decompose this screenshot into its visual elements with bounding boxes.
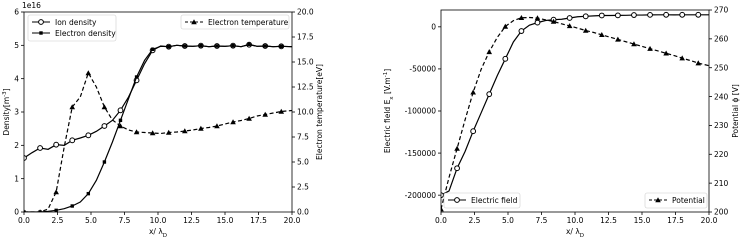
panel0-series-line-1 (24, 44, 292, 212)
panel0-yl-tick-label-1: 1 (14, 174, 19, 184)
panel1-yr-tick-label-3: 230 (714, 121, 729, 131)
panel0-series-2-point-8 (86, 70, 92, 75)
panel1-plot-area (438, 12, 709, 211)
panel1-axes-frame (441, 10, 709, 212)
panel0-x-tick-label-8: 20.0 (283, 216, 301, 225)
panel1-series-1-point-6 (486, 49, 492, 54)
panel1-series-0-point-26 (648, 12, 653, 17)
panel0-yr-tick-label-5: 12.5 (297, 82, 314, 92)
right-panel (383, 6, 740, 239)
panel1-yl-tick-label-2: -100000 (404, 106, 436, 116)
panel1-series-0-point-28 (664, 12, 669, 17)
panel0-series-1-point-14 (135, 75, 138, 78)
panel0-series-1-point-18 (167, 45, 170, 48)
panel0-series-1-point-16 (151, 48, 154, 51)
panel0-x-tick-label-5: 12.5 (183, 216, 200, 225)
panel1-yl-tick-label-4: 0 (431, 22, 436, 32)
panel1-legend-label-r0: Potential (672, 195, 705, 205)
panel0-series-1-point-22 (199, 44, 202, 47)
panel0-series-0-point-4 (54, 142, 59, 147)
panel1-x-axis-label: x/ $\lambda_D$ (565, 227, 585, 239)
panel0-x-tick-label-0: 0.0 (18, 216, 30, 225)
panel0-x-tick-label-1: 2.5 (51, 216, 64, 225)
panel0-yr-tick-label-0: 0.0 (297, 207, 309, 217)
panel0-yr-tick-label-3: 7.5 (297, 132, 309, 142)
panel1-series-line-0 (441, 15, 709, 195)
panel0-x-tick-label-4: 10.0 (149, 216, 167, 225)
panel1-series-0-point-6 (487, 92, 492, 97)
panel0-yl-tick-label-6: 6 (14, 7, 19, 17)
panel0-x-tick-label-3: 7.5 (118, 216, 131, 225)
panel1-yr-tick-label-2: 220 (714, 149, 729, 159)
panel1-yr-tick-label-4: 240 (714, 92, 729, 102)
panel1-x-tick-label-1: 2.5 (468, 216, 481, 225)
panel1-series-0-point-20 (599, 13, 604, 18)
panel1-series-1-point-26 (647, 46, 653, 51)
panel1-series-1-point-2 (454, 146, 460, 151)
panel0-legend-marker-l1 (39, 31, 42, 34)
panel0-yr-tick-label-1: 2.5 (297, 182, 309, 192)
panel0-yl-tick-label-5: 5 (14, 41, 19, 51)
panel1-series-0-point-32 (696, 12, 701, 17)
panel1-x-tick-label-4: 10.0 (566, 216, 584, 225)
panel0-yl-tick-label-3: 3 (14, 107, 19, 117)
panel0-series-0-point-6 (70, 138, 75, 143)
panel0-series-1-point-6 (71, 204, 74, 207)
panel1-series-1-point-18 (583, 28, 589, 33)
panel1-yr-tick-label-6: 260 (714, 34, 729, 44)
panel1-series-1-point-32 (695, 60, 701, 65)
panel0-series-1-point-28 (247, 43, 250, 46)
panel0-series-1-point-20 (183, 44, 186, 47)
panel1-series-0-point-12 (535, 20, 540, 25)
panel1-x-tick-label-0: 0.0 (435, 216, 447, 225)
panel0-plot-area (21, 42, 292, 214)
panel0-y-right-axis-label: Electron temperature[eV] (315, 64, 324, 160)
panel0-legend-marker-l0 (39, 20, 44, 25)
panel1-series-0-point-30 (680, 12, 685, 17)
panel0-legend-label-l1: Electron density (55, 28, 116, 38)
panel0-yr-tick-label-7: 17.5 (297, 32, 314, 42)
panel0-x-tick-label-2: 5.0 (85, 216, 97, 225)
panel0-series-1-point-4 (54, 209, 57, 212)
panel1-series-1-point-12 (535, 15, 541, 20)
panel1-series-0-point-2 (455, 166, 460, 171)
panel0-yr-tick-label-6: 15.0 (297, 57, 314, 67)
panel0-yl-tick-label-0: 0 (14, 207, 19, 217)
panel0-yr-tick-label-8: 20.0 (297, 7, 314, 17)
panel1-yl-tick-label-0: -200000 (404, 190, 436, 200)
panel0-series-1-point-32 (280, 45, 283, 48)
panel0-x-axis-label: x/ $\lambda_D$ (148, 227, 168, 239)
panel0-series-2-point-30 (262, 112, 268, 117)
panel0-x-tick-label-6: 15.0 (216, 216, 234, 225)
panel1-series-0-point-22 (615, 13, 620, 18)
panel0-x-tick-label-7: 17.5 (250, 216, 267, 225)
panel1-y-right-axis-label: Potential ϕ [V] (731, 84, 740, 138)
panel1-legend-marker-l0 (455, 198, 460, 203)
panel1-series-1-point-4 (470, 89, 476, 94)
panel1-x-tick-label-8: 20.0 (700, 216, 718, 225)
panel1-series-1-point-22 (615, 37, 621, 42)
panel1-series-0-point-4 (471, 129, 476, 134)
panel1-series-0-point-24 (632, 13, 637, 18)
panel0-series-1-point-24 (215, 44, 218, 47)
panel0-yl-offset-text: 1e16 (22, 1, 41, 10)
panel0-series-1-point-8 (87, 192, 90, 195)
panel0-series-1-point-26 (231, 44, 234, 47)
panel1-y-left-axis-label: Electric field $E_x$ $[V.m^{-1}]$ (383, 68, 395, 154)
panel0-series-1-point-30 (264, 44, 267, 47)
panel1-x-tick-label-6: 15.0 (633, 216, 651, 225)
panel1-series-0-point-16 (567, 16, 572, 21)
panel0-yr-tick-label-4: 10.0 (297, 107, 314, 117)
panel0-series-2-point-24 (214, 123, 220, 128)
panel0-series-1-point-10 (103, 160, 106, 163)
panel0-axes-frame (24, 12, 292, 212)
panel0-series-0-point-2 (38, 146, 43, 151)
panel0-yl-tick-label-4: 4 (14, 74, 19, 84)
panel0-series-2-point-10 (102, 104, 108, 109)
panel1-yr-tick-label-0: 200 (714, 207, 729, 217)
left-panel (2, 1, 324, 239)
panel0-series-0-point-12 (118, 108, 123, 113)
panel0-yr-tick-label-2: 5.0 (297, 157, 309, 167)
panel0-series-2-point-4 (53, 189, 59, 194)
panel0-series-0-point-8 (86, 133, 91, 138)
panel1-series-0-point-18 (583, 14, 588, 19)
panel1-x-tick-label-5: 12.5 (600, 216, 617, 225)
panel1-yr-tick-label-7: 270 (714, 5, 729, 15)
panel1-x-tick-label-3: 7.5 (535, 216, 548, 225)
panel1-series-0-point-8 (503, 56, 508, 61)
panel1-yl-tick-label-1: -150000 (404, 148, 436, 158)
panel1-yr-tick-label-5: 250 (714, 63, 729, 73)
panel0-y-left-axis-label: $Density[m^{-3}]$ (2, 88, 11, 136)
panel0-legend-label-r0: Electron temperature (208, 17, 289, 27)
panel0-yl-tick-label-2: 2 (14, 141, 19, 151)
panel0-legend-label-l0: Ion density (55, 17, 97, 27)
panel0-series-0-point-10 (102, 124, 107, 129)
panel1-x-tick-label-2: 5.0 (502, 216, 514, 225)
panel0-series-1-point-12 (119, 119, 122, 122)
panel0-series-line-2 (24, 73, 292, 212)
panel1-legend-label-l0: Electric field (471, 195, 518, 205)
panel1-series-0-point-10 (519, 29, 524, 34)
panel1-yl-tick-label-3: -50000 (409, 64, 436, 74)
panel1-yr-tick-label-1: 210 (714, 178, 729, 188)
panel1-x-tick-label-7: 17.5 (667, 216, 684, 225)
panel0-series-line-0 (24, 45, 292, 158)
